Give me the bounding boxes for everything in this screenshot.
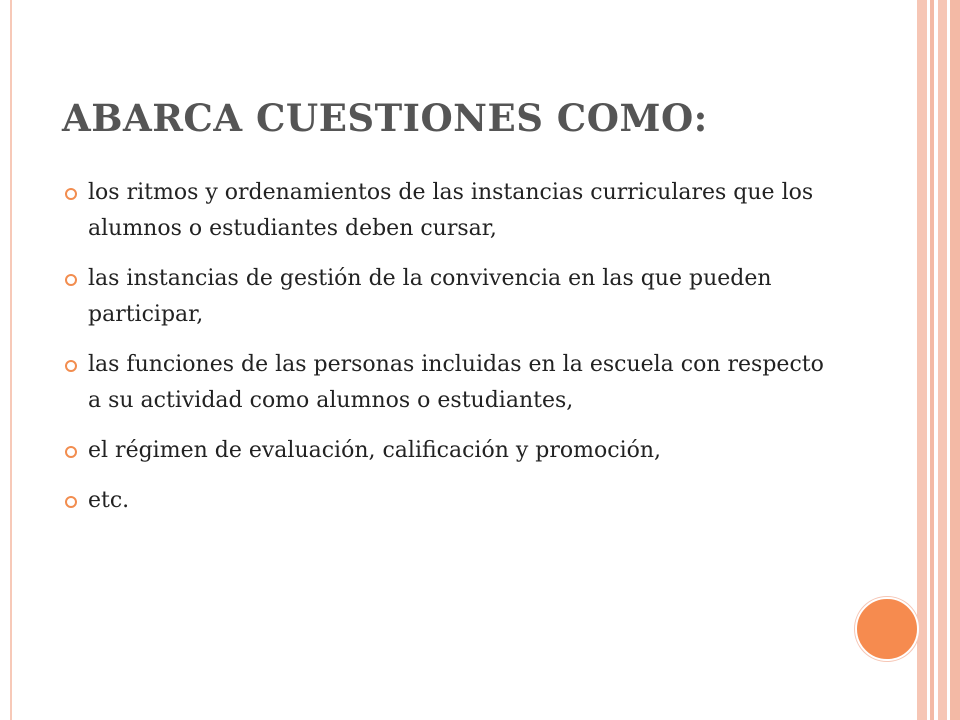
bullet-item (62, 483, 842, 519)
orange-circle-icon (855, 597, 919, 661)
circle-bullet-icon (65, 446, 77, 458)
bullet-list (62, 175, 842, 533)
circle-bullet-icon (65, 360, 77, 372)
bullet-item (62, 433, 842, 469)
circle-bullet-icon (65, 496, 77, 508)
bullet-text: el régimen de evaluación, calificación y promoción, (88, 438, 662, 463)
left-border-line (10, 0, 12, 720)
circle-bullet-icon (65, 274, 77, 286)
bullet-item (62, 261, 842, 333)
bullet-item (62, 347, 842, 419)
circle-bullet-icon (65, 188, 77, 200)
right-stripe (938, 0, 947, 720)
bullet-text: las instancias de gestión de la convivencia en las que pueden participar, (88, 266, 772, 327)
bullet-text: etc. (88, 488, 130, 513)
bullet-text: las funciones de las personas incluidas en la escuela con respecto a su actividad como alumnos o estudiantes, (88, 352, 824, 413)
right-stripe (917, 0, 927, 720)
right-stripe (950, 0, 960, 720)
bullet-text: los ritmos y ordenamientos de las instancias curriculares que los alumnos o estudiantes deben cursar, (88, 180, 814, 241)
slide-title: ABARCA CUESTIONES COMO: (62, 96, 708, 140)
bullet-item (62, 175, 842, 247)
